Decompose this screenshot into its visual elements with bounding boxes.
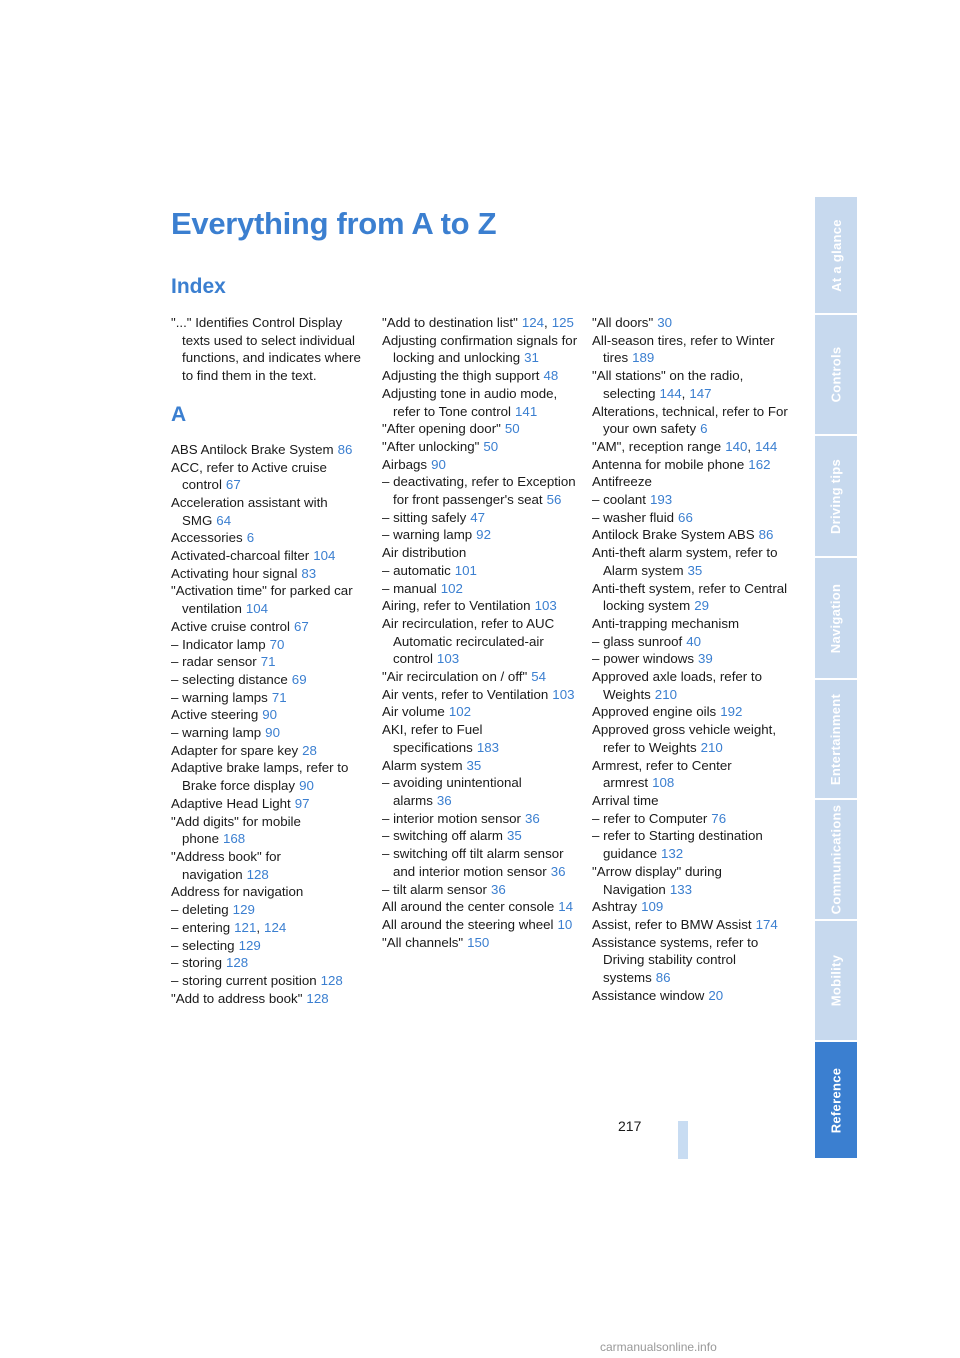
index-entry [382,845,578,880]
index-entry [171,937,367,955]
page-ref-link[interactable]: 128 [226,955,249,971]
page-ref-link[interactable]: 133 [669,881,693,897]
page-ref-link[interactable]: 83 [301,565,317,581]
page-ref-link[interactable]: 193 [649,492,673,508]
page-ref-link[interactable]: 71 [260,654,276,670]
page-ref-link[interactable]: 86 [337,441,353,457]
page-ref-link[interactable]: 192 [720,704,743,720]
index-entry [171,441,367,459]
index-entry-text: Anti-trapping mechanism [592,615,740,631]
index-entry [171,813,367,848]
index-entry [171,954,367,972]
index-entry-text: "Activation time" for parked car ventilation [171,583,353,617]
index-entry [171,972,367,990]
index-entry [592,650,788,668]
page-ref-link[interactable]: 6 [246,530,255,546]
index-entry [171,759,367,794]
index-entry-text: Airbags [382,456,428,472]
index-entry [382,916,578,934]
page-ref-link[interactable]: 31 [524,350,539,366]
index-entry-text: Antilock Brake System ABS [592,527,755,543]
index-entry [592,314,788,332]
page-ref-link[interactable]: 35 [506,828,522,844]
index-entry-text: ABS Antilock Brake System [171,441,334,457]
index-entry-text: Address for navigation [171,884,304,900]
index-entry [382,580,578,598]
index-entry [171,689,367,707]
index-entry-text: – deleting [171,902,229,918]
index-entry [592,898,788,916]
page-ref-link[interactable]: 210 [654,686,677,702]
page-ref-link[interactable]: 121 [234,919,257,935]
page-ref-link[interactable]: 174 [755,916,778,932]
index-entry [592,827,788,862]
section-tabs [815,197,857,1160]
index-entry-text: – refer to Starting destination guidance [592,828,763,862]
index-entry [592,509,788,527]
page-ref-link[interactable]: 102 [448,704,471,720]
index-entry-text: Air vents, refer to Ventilation [382,686,549,702]
page-ref-link[interactable]: 67 [293,618,309,634]
index-entry [382,668,578,686]
index-entry [382,686,578,704]
page-ref-link[interactable]: 56 [546,492,562,508]
index-entry [592,473,788,491]
page-ref-link[interactable]: 86 [655,970,671,986]
section-letter: A [171,402,187,426]
index-entry [592,332,788,367]
index-entry-text: "Add to address book" [171,990,303,1006]
page-ref-link[interactable]: 210 [700,739,723,755]
index-entry [592,916,788,934]
index-entry [382,774,578,809]
page-ref-link[interactable]: 104 [313,548,336,564]
tab-driving-tips[interactable] [815,436,857,558]
page-ref-link[interactable]: 128 [246,866,269,882]
index-column-3 [592,314,788,1004]
index-entry-text: "Address book" for navigation [171,848,281,882]
tab-label: Mobility [828,954,844,1007]
index-entry-text: Active cruise control [171,618,290,634]
tab-label: At a glance [828,218,844,292]
tab-label: Communications [828,804,844,915]
index-entry-text: – switching off tilt alarm sensor and interior motion sensor [382,846,564,879]
index-entry-text: Alterations, technical, refer to For your own safety [592,403,788,437]
page-ref-link[interactable]: 103 [534,598,557,614]
page-separator: , [747,438,752,454]
index-entry-text: Airing, refer to Ventilation [382,598,531,614]
page-ref-link[interactable]: 141 [515,403,538,419]
page-ref-link[interactable]: 71 [271,689,287,705]
index-entry [171,706,367,724]
index-entry [592,721,788,756]
page-ref-link[interactable]: 90 [262,707,278,723]
page-ref-link[interactable]: 36 [436,792,452,808]
page-ref-link[interactable]: 20 [708,987,724,1003]
index-intro: "..." Identifies Control Display texts used to select individual functions, and indicates where to find them in the text. [171,315,361,384]
index-entry-text: "All stations" on the radio, selecting [592,368,744,401]
index-entry-text: Accessories [171,530,243,546]
page-ref-link[interactable]: 36 [490,881,506,897]
index-entry [382,934,578,952]
index-entry [171,795,367,813]
index-entry-text: – warning lamps [171,689,268,705]
index-entry-text: Active steering [171,707,259,723]
index-entry-text: Adaptive Head Light [171,795,291,811]
index-entry [171,547,367,565]
tab-reference[interactable] [815,1042,857,1160]
page-ref-link[interactable]: 140 [725,438,748,454]
page-ref-link[interactable]: 29 [694,598,709,614]
page-ref-link[interactable]: 6 [700,421,708,437]
index-entry [382,615,578,668]
index-entry-text: "Air recirculation on / off" [382,669,528,685]
tab-label: Navigation [828,583,844,653]
index-entry [592,703,788,721]
index-entry-text: "All channels" [382,934,464,950]
page-ref-link[interactable]: 47 [470,509,486,525]
index-entry [171,901,367,919]
index-entry-text: – washer fluid [592,509,675,525]
index-entry [171,618,367,636]
page-ref-link[interactable]: 35 [687,562,703,578]
index-entry-text: Approved engine oils [592,704,717,720]
page-ref-link[interactable]: 103 [436,651,460,667]
page-ref-link[interactable]: 168 [222,831,246,847]
index-entry-text: – refer to Computer [592,810,708,826]
index-entry-text: – radar sensor [171,654,257,670]
index-entry [592,544,788,579]
index-entry-text: Approved gross vehicle weight, refer to Weights [592,722,777,755]
page-ref-link[interactable]: 48 [543,368,559,384]
index-entry [171,636,367,654]
index-entry [171,724,367,742]
index-entry-text: Adjusting confirmation signals for locking and unlocking [382,332,578,366]
index-entry [171,883,367,901]
index-entry-text: – coolant [592,492,646,508]
index-entry-text: – power windows [592,651,694,667]
index-entry [382,597,578,615]
page-ref-link[interactable]: 128 [306,990,329,1006]
page-ref-link[interactable]: 144 [755,438,778,454]
page-ref-link[interactable]: 90 [431,456,446,472]
page-ref-link[interactable]: 129 [238,937,261,953]
page-ref-link[interactable]: 103 [552,686,575,702]
index-entry [382,703,578,721]
index-entry [592,491,788,509]
index-entry-text: Adjusting tone in audio mode, refer to Tone control [382,385,558,419]
index-entry [592,668,788,703]
watermark: carmanualsonline.info [600,1340,717,1354]
page-ref-link[interactable]: 86 [758,527,774,543]
index-entry [382,509,578,527]
page-ref-link[interactable]: 90 [265,725,280,741]
index-heading: Index [171,275,226,298]
page-separator: , [544,315,548,330]
index-entry [382,827,578,845]
index-entry-text: Assistance systems, refer to Driving stability control systems [592,934,759,986]
tab-mobility[interactable] [815,921,857,1042]
index-entry [382,314,578,332]
index-entry-text: Adjusting the thigh support [382,368,540,384]
page-ref-link[interactable]: 76 [711,810,727,826]
index-entry [382,898,578,916]
index-entry-text: Air recirculation, refer to AUC Automatic recirculated-air control [382,615,555,667]
index-entry-text: – entering [171,919,231,935]
index-entry [171,671,367,689]
page-ref-link[interactable]: 90 [299,778,314,794]
index-entry-text: – automatic [382,562,451,578]
index-entry [382,526,578,544]
index-entry-text: – sitting safely [382,509,467,525]
index-entry [171,653,367,671]
index-entry [171,582,367,617]
index-entry-text: All-season tires, refer to Winter tires [592,332,775,366]
index-entry-text: Antenna for mobile phone [592,456,745,472]
index-entry [592,367,788,402]
index-entry-text: Assist, refer to BMW Assist [592,916,752,932]
page-ref-link[interactable]: 101 [454,562,477,578]
index-entry [171,848,367,883]
index-entry-text: Approved axle loads, refer to Weights [592,669,763,702]
index-entry [382,721,578,756]
page-ref-link[interactable]: 69 [291,671,307,687]
index-entry [382,385,578,420]
index-entry-text: All around the steering wheel [382,916,554,932]
page-ref-link[interactable]: 147 [689,385,712,401]
index-entry-text: "AM", reception range [592,438,722,454]
page-ref-link[interactable]: 128 [320,972,343,988]
index-entry-text: – interior motion sensor [382,810,521,826]
index-entry [382,757,578,775]
index-entry [171,742,367,760]
page-ref-link[interactable]: 40 [686,633,701,649]
page-ref-link[interactable]: 50 [483,438,499,454]
index-entry-text: "After unlocking" [382,438,480,454]
index-entry [382,881,578,899]
index-entry-text: – tilt alarm sensor [382,881,487,897]
page-ref-link[interactable]: 132 [660,846,684,862]
index-entry-text: Anti-theft alarm system, refer to Alarm system [592,545,778,578]
index-entry [382,367,578,385]
page-ref-link[interactable]: 144 [659,385,682,401]
index-entry [171,529,367,547]
page-ref-link[interactable]: 92 [476,527,491,543]
page-ref-link[interactable]: 66 [678,509,693,525]
index-entry-text: All around the center console [382,899,555,915]
index-entry-text: – switching off alarm [382,828,503,844]
tab-label: Entertainment [828,693,844,785]
page-ref-link[interactable]: 102 [440,580,463,596]
page-ref-link[interactable]: 54 [531,669,546,685]
tab-at-a-glance[interactable] [815,197,857,315]
index-entry-text: "Arrow display" during Navigation [592,863,722,897]
index-entry-text: "After opening door" [382,421,501,437]
index-entry [382,810,578,828]
page-ref-link[interactable]: 150 [467,934,490,950]
index-entry-text: Air distribution [382,545,467,561]
tab-label: Driving tips [828,458,844,534]
index-entry [592,757,788,792]
index-entry-text: Activating hour signal [171,565,298,581]
page-ref-link[interactable]: 109 [641,899,664,915]
index-entry-text: Anti-theft system, refer to Central locking system [592,580,788,614]
index-entry-text: – storing [171,955,222,971]
index-entry [592,438,788,456]
index-entry-text: – manual [382,580,437,596]
index-entry-text: ACC, refer to Active cruise control [171,459,327,493]
tab-label: Reference [828,1067,844,1133]
index-entry-text: – glass sunroof [592,633,683,649]
page-number-bar [678,1121,688,1159]
index-entry-text: Adapter for spare key [171,742,299,758]
index-entry [382,544,578,562]
page-ref-link[interactable]: 28 [302,742,317,758]
index-entry-text: "Add digits" for mobile phone [171,813,301,847]
index-column-2 [382,314,578,951]
page-separator: , [256,919,261,935]
index-entry-text: – Indicator lamp [171,636,266,652]
index-entry [382,420,578,438]
tab-navigation[interactable] [815,558,857,680]
page-separator: , [681,385,686,401]
page-ref-link[interactable]: 14 [558,899,574,915]
page-ref-link[interactable]: 104 [245,601,269,617]
index-entry [592,403,788,438]
index-entry-text: – deactivating, refer to Exception for front passenger's seat [382,474,576,508]
page-ref-link[interactable]: 67 [225,477,241,493]
index-entry [592,580,788,615]
index-entry-text: Activated-charcoal filter [171,548,310,564]
index-entry [382,438,578,456]
index-entry-text: – selecting distance [171,671,288,687]
page-ref-link[interactable]: 39 [698,651,713,667]
index-column-1 [171,314,367,1007]
tab-communications[interactable] [815,800,857,921]
index-entry [592,987,788,1005]
index-entry [382,456,578,474]
page-ref-link[interactable]: 35 [466,757,482,773]
page-ref-link[interactable]: 124 [264,919,287,935]
index-entry [592,526,788,544]
index-entry [592,792,788,810]
index-entry-text: Acceleration assistant with SMG [171,494,328,528]
page-title: Everything from A to Z [171,206,497,241]
page-ref-link[interactable]: 30 [657,315,672,330]
page-ref-link[interactable]: 10 [557,916,573,932]
index-entry [592,863,788,898]
index-entry-text: Armrest, refer to Center armrest [592,757,732,791]
index-entry-text: Air volume [382,704,445,720]
index-entry [171,565,367,583]
index-entry [592,934,788,987]
page-ref-link[interactable]: 64 [216,512,232,528]
tab-controls[interactable] [815,315,857,436]
index-entry [382,562,578,580]
page-ref-link[interactable]: 36 [550,863,566,879]
index-entry [171,494,367,529]
page-ref-link[interactable]: 189 [632,350,655,366]
index-entry [592,456,788,474]
index-entry [171,459,367,494]
index-entry [592,615,788,633]
page-ref-link[interactable]: 129 [232,902,255,918]
index-entry-text: "All doors" [592,315,654,330]
index-entry [171,919,367,937]
tab-label: Controls [828,346,844,403]
page-ref-link[interactable]: 108 [652,775,675,791]
index-entry-text: – avoiding unintentional alarms [382,775,522,808]
index-entry-text: Assistance window [592,987,705,1003]
page-number: 217 [618,1118,642,1134]
page-ref-link[interactable]: 50 [504,421,520,437]
index-entry-text: Adaptive brake lamps, refer to Brake force display [171,760,349,794]
index-entry-text: – warning lamp [382,527,473,543]
index-entry-text: – storing current position [171,972,317,988]
page-ref-link[interactable]: 124 [521,315,545,330]
page-ref-link[interactable]: 36 [524,810,540,826]
index-entry-text: "Add to destination list" [382,315,518,330]
index-entry-text: – warning lamp [171,725,262,741]
page-ref-link[interactable]: 97 [294,795,310,811]
index-entry-text: Ashtray [592,899,638,915]
index-entry [592,633,788,651]
index-entry [171,990,367,1008]
page-ref-link[interactable]: 183 [476,739,500,755]
page-ref-link[interactable]: 70 [269,636,285,652]
tab-entertainment[interactable] [815,680,857,800]
index-entry-text: Alarm system [382,757,463,773]
index-entry [592,810,788,828]
index-entry [382,332,578,367]
page-ref-link[interactable]: 162 [748,456,771,472]
index-entry-text: Antifreeze [592,474,652,490]
index-entry-text: Arrival time [592,792,659,808]
index-entry [382,473,578,508]
page-ref-link[interactable]: 125 [551,315,574,330]
index-entry-text: AKI, refer to Fuel specifications [382,722,483,755]
index-entry-text: – selecting [171,937,235,953]
